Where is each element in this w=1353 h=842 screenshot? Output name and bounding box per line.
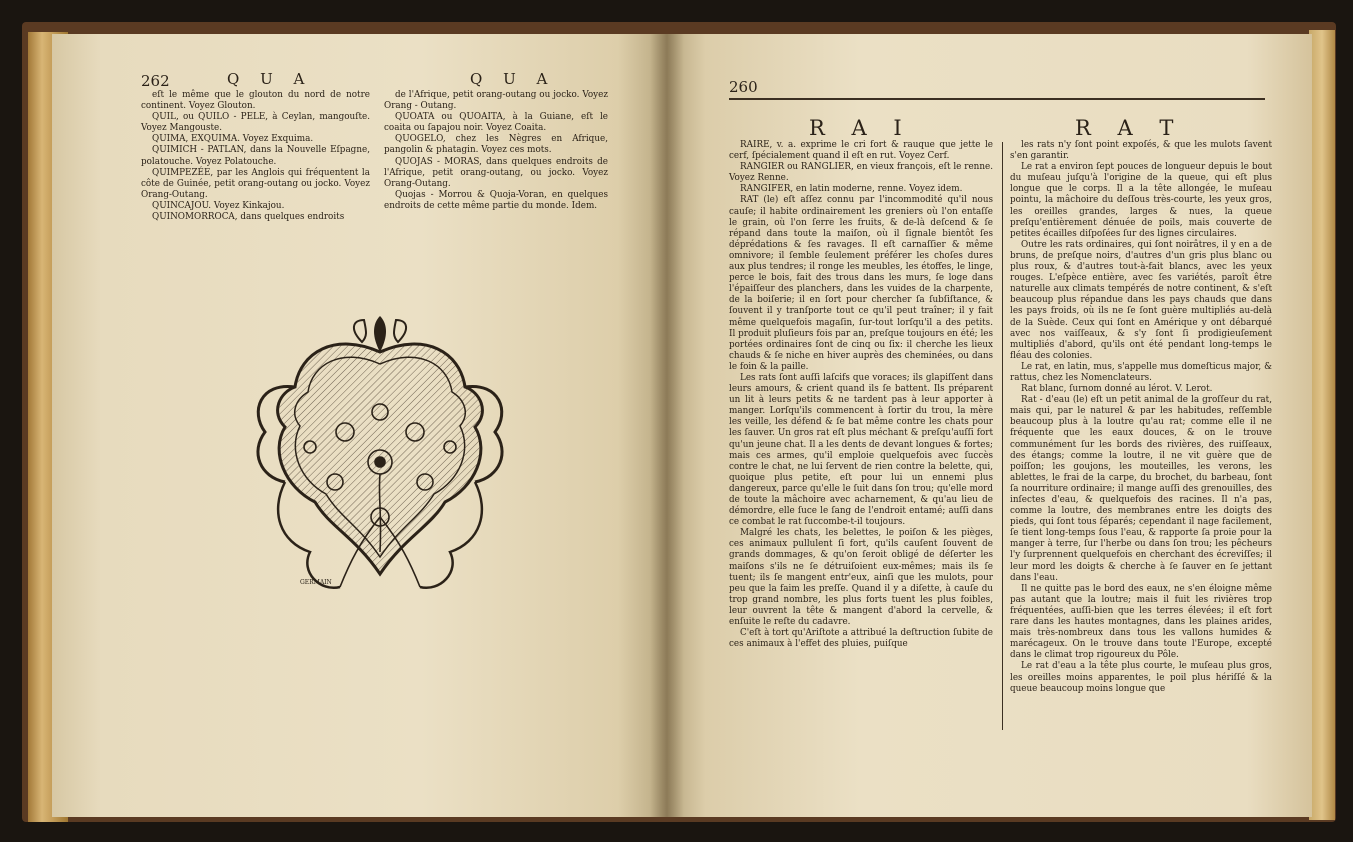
entry: de l'Afrique, petit orang-outang ou jocko. Voyez Orang - Outang. — [384, 90, 608, 112]
column-divider — [1002, 142, 1003, 730]
entry: Le rat d'eau a la tête plus courte, le muſeau plus gros, les oreilles moins apparentes, le poil plus hériſſé & la queue beaucoup moins longue que — [1010, 661, 1272, 694]
left-page — [52, 34, 667, 817]
running-head-right: R A T — [1075, 116, 1184, 140]
entry: QUOGELO, chez les Nègres en Afrique, pangolin & phatagin. Voyez ces mots. — [384, 134, 608, 156]
entry: les rats n'y ſont point expoſés, & que les mulots ſavent s'en garantir. — [1010, 140, 1272, 162]
entry: QUINOMORROCA, dans quelques endroits — [152, 212, 345, 223]
column-right — [384, 90, 608, 212]
entry: Outre les rats ordinaires, qui ſont noirâtres, il y en a de bruns, de preſque noirs, d'autres d'un gris plus blanc ou plus roux, & d'autres tout-à-fait blancs, avec les yeux rouges. L'eſpèce entière, avec ſes variétés, paroît être naturelle aux climats tempérés de notre continent, & s'eſt beaucoup plus répandue dans les pays chauds que dans les pays froids, où ils ne ſe ſont guère multipliés au-delà de la Suède. Ceux qui ſont en Amérique y ont débarqué avec nos vaiſſeaux, & s'y ſont ſi prodigieuſement multipliés d'abord, qu'ils ont été pendant long-temps le fléau des colonies. — [1010, 239, 1272, 361]
running-head-left: Q U A — [227, 70, 313, 88]
entry: QUOJAS - MORAS, dans quelques endroits de l'Afrique, petit orang-outang, ou jocko. Voyez Orang-Outang. — [384, 156, 608, 189]
entry: RAT (le) eſt aſſez connu par l'incommodité qu'il nous cauſe; il habite ordinairement les greniers où l'on entaſſe le grain, où l'on ſerre les fruits, & de-là deſcend & ſe répand dans toute la maiſon, où il ſignale bientôt ſes déprédations & ſes ravages. Il eſt carnaſſier & même omnivore; il ſemble ſeulement préférer les choſes dures aux plus tendres; il ronge les meubles, les étoffes, le linge, perce le bois, fait des trous dans les murs, ſe loge dans l'épaiſſeur des planchers, dans les vuides de la charpente, de la boiſerie; il en ſort pour chercher ſa ſubſiſtance, & ſouvent il y tranſporte tout ce qu'il peut traîner; il y fait même quelquefois magaſin, ſur-tout lorſqu'il a des petits. Il produit pluſieurs fois par an, preſque toujours en été; les portées ordinaires ſont de cinq ou ſix: il cherche les lieux chauds & ſe niche en hiver auprès des cheminées, ou dans le foin & la paille. — [729, 195, 993, 372]
entry: Rat - d'eau (le) eſt un petit animal de la groſſeur du rat, mais qui, par le naturel & par les habitudes, reſſemble beaucoup plus à la loutre qu'au rat; comme elle il ne fréquente que les eaux douces, & on le trouve communément ſur les bords des rivières, des ruiſſeaux, des étangs; comme la loutre, il ne vit guère que de poiſſon; les goujons, les mouteilles, les verons, les ablettes, le frai de la carpe, du brochet, du barbeau, ſont ſa nourriture ordinaire; il mange auſſi des grenouilles, des inſectes d'eau, & quelquefois des racines. Il n'a pas, comme la loutre, des membranes entre les doigts des pieds, qui ſont tous ſéparés; cependant il nage facilement, ſe tient long-temps ſous l'eau, & rapporte ſa proie pour la manger à terre, ſur l'herbe ou dans ſon trou; les pêcheurs l'y ſurprennent quelquefois en cherchant des écreviſſes; il leur mord les doigts & cherche à ſe ſauver en ſe jettant dans l'eau. — [1010, 395, 1272, 583]
engraver-signature: GERMAIN — [300, 579, 332, 586]
column-right — [1010, 140, 1272, 695]
entry: Le rat a environ ſept pouces de longueur depuis le bout du muſeau juſqu'à l'origine de la queue, qui eſt plus longue que le corps. Il a la tête allongée, le muſeau pointu, la mâchoire du deſſous très-courte, les yeux gros, les oreilles grandes, larges & nues, la queue preſqu'entièrement dénuée de poils, mais couverte de petites écailles diſpoſées ſur des lignes circulaires. — [1010, 162, 1272, 239]
entry: QUINCAJOU. Voyez Kinkajou. — [152, 200, 285, 211]
entry: Les rats ſont auſſi laſcifs que voraces; ils glapiſſent dans leurs amours, & crient quand ils ſe battent. Ils préparent un lit à leurs petits & ne tardent pas à leur apporter à manger. Lorſqu'ils commencent à ſortir du trou, la mère les veille, les défend & ſe bat même contre les chats pour les ſauver. Un gros rat eſt plus méchant & preſqu'auſſi fort qu'un jeune chat. Il a les dents de devant longues & fortes; mais ces armes, qu'il emploie quelquefois avec ſuccès contre le chat, ne lui ſervent de rien contre la belette, qui, quoique plus petite, eſt pour lui un ennemi plus dangereux, parce qu'elle le ſuit dans ſon trou; qu'elle mord de toute la mâchoire avec acharnement, & qu'au lieu de démordre, elle ſuce le ſang de l'endroit entamé; auſſi dans ce combat le rat ſuccombe-t-il toujours. — [729, 372, 993, 528]
entry: Rat blanc, ſurnom donné au lérot. V. Lerot. — [1021, 384, 1213, 395]
column-left — [141, 90, 370, 223]
right-page — [667, 34, 1312, 817]
entry: RAIRE, v. a. exprime le cri fort & rauque que jette le cerf, ſpécialement quand il eſt en rut. Voyez Cerf. — [729, 140, 993, 162]
entry: RANGIFER, en latin moderne, renne. Voyez idem. — [740, 184, 963, 195]
entry: C'eſt à tort qu'Ariſtote a attribué la deſtruction ſubite de ces animaux à l'effet des pluies, puiſque — [729, 628, 993, 650]
cartouche-ornament — [240, 312, 520, 602]
entry: QUIMPEZÉE, par les Anglois qui fréquentent la côte de Guinée, petit orang-outang ou jocko. Voyez Orang-Outang. — [141, 167, 370, 200]
entry: QUOATA ou QUOAITA, à la Guiane, eſt le coaita ou ſapajou noir. Voyez Coaita. — [384, 112, 608, 134]
entry: eſt le même que le glouton du nord de notre continent. Voyez Glouton. — [141, 90, 370, 112]
entry: RANGIER ou RANGLIER, en vieux françois, eſt le renne. Voyez Renne. — [729, 162, 993, 184]
page-number: 260 — [729, 78, 758, 96]
running-head-right: Q U A — [470, 70, 556, 88]
column-left — [729, 140, 993, 650]
entry: Malgré les chats, les belettes, le poiſon & les pièges, ces animaux pullulent ſi fort, qu'ils cauſent ſouvent de grands dommages, & qu'on ſeroit obligé de déſerter les maiſons s'ils ne ſe détruiſoient eux-mêmes; mais ils ſe tuent; ils ſe mangent entr'eux, ainſi que les mulots, pour peu que la faim les preſſe. Quand il y a diſette, à cauſe du trop grand nombre, les plus forts tuent les plus foibles, leur ouvrent la tête & mangent d'abord la cervelle, & enſuite le reſte du cadavre. — [729, 528, 993, 628]
page-number: 262 — [141, 72, 170, 90]
entry: QUIMICH - PATLAN, dans la Nouvelle Eſpagne, polatouche. Voyez Polatouche. — [141, 145, 370, 167]
entry: QUIL, ou QUILO - PELE, à Ceylan, mangouſte. Voyez Mangouste. — [141, 112, 370, 134]
entry: Il ne quitte pas le bord des eaux, ne s'en éloigne même pas autant que la loutre; mais il fuit les rivières trop fréquentées, auſſi-bien que les terres élevées; il eſt fort rare dans les hautes montagnes, dans les plaines arides, mais très-nombreux dans tous les vallons humides & marécageux. On le trouve dans toute l'Europe, excepté dans le climat trop rigoureux du Pôle. — [1010, 583, 1272, 661]
header-rule — [729, 98, 1265, 100]
entry: Le rat, en latin, mus, s'appelle mus domeſticus major, & rattus, chez les Nomenclateurs. — [1010, 361, 1272, 383]
running-head-left: R A I — [809, 116, 912, 140]
entry: Quojas - Morrou & Quoja-Voran, en quelques endroits de cette même partie du monde. Idem. — [384, 189, 608, 211]
page-block-edge-right — [1309, 30, 1335, 820]
entry: QUIMA, EXQUIMA. Voyez Exquima. — [152, 134, 314, 145]
